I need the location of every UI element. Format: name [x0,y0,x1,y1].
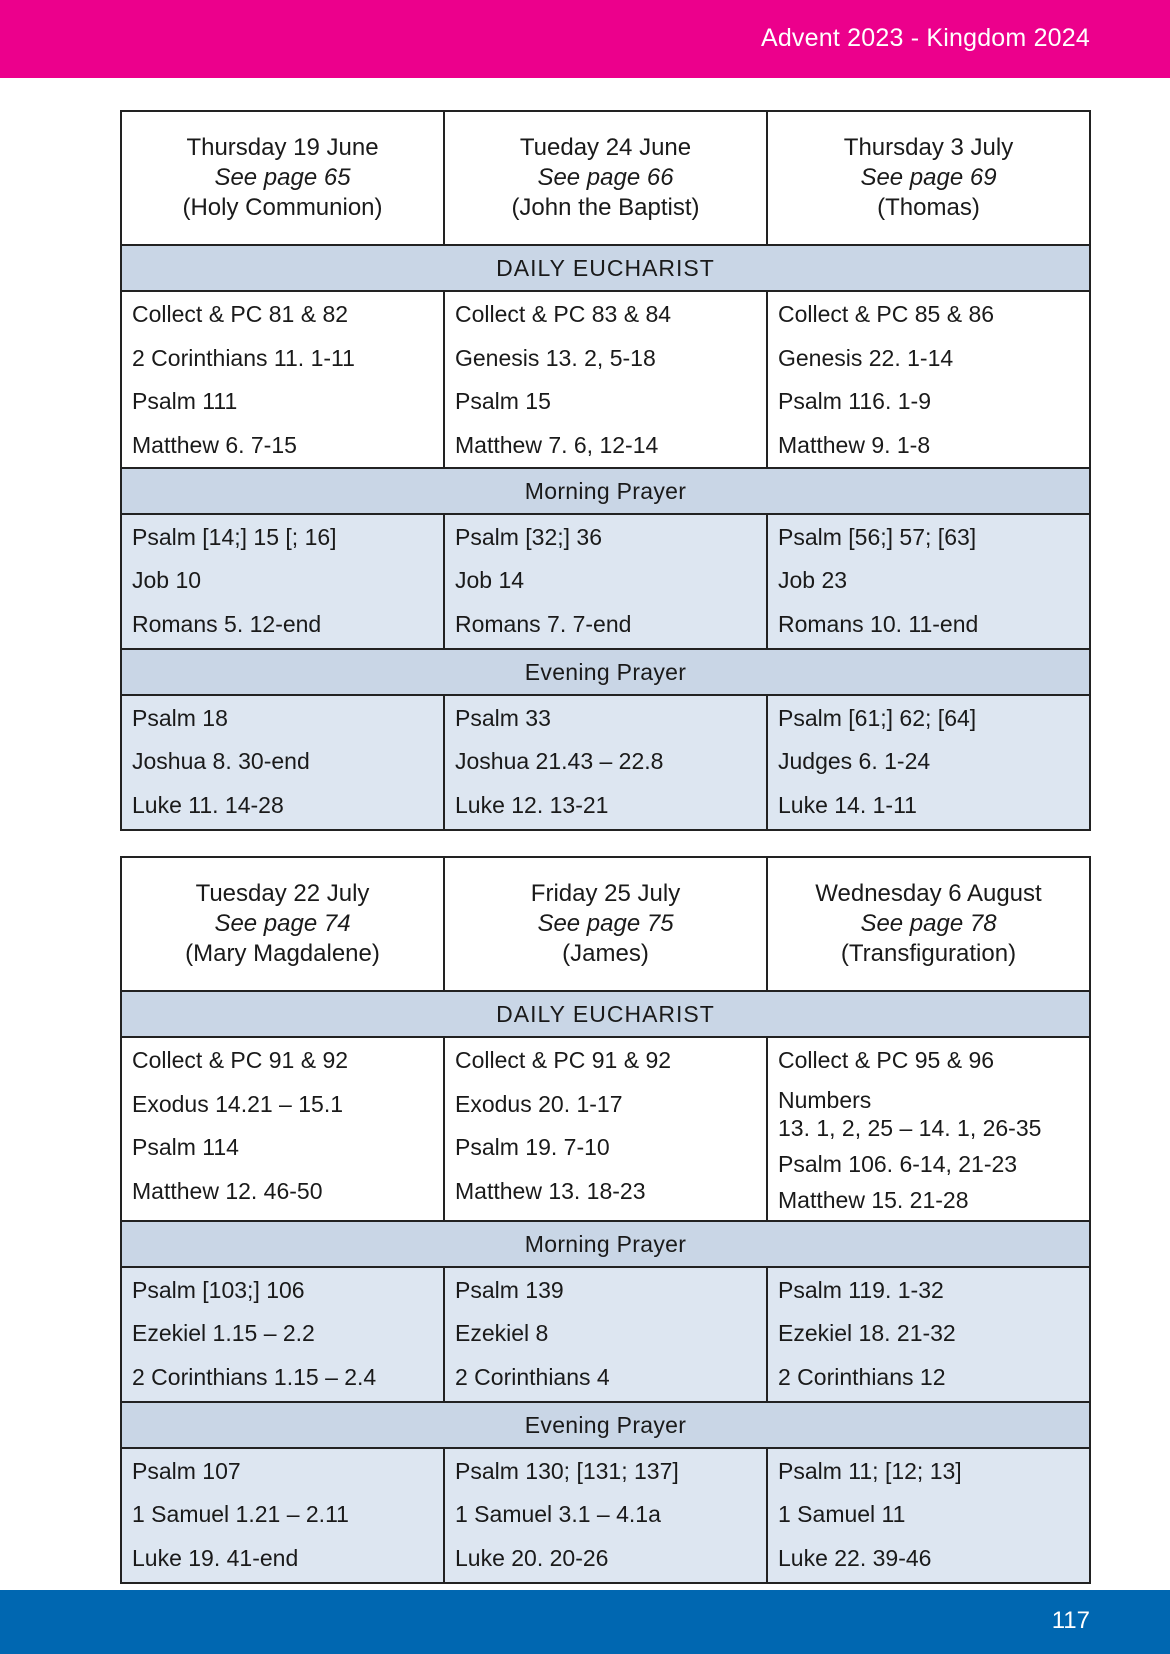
readings-cell [444,291,767,468]
day-date: Thursday 3 July [843,134,1014,161]
readings-cell [444,695,767,830]
reading: Matthew 9. 1-8 [778,431,931,458]
day-occasion: (Mary Magdalene) [185,940,380,967]
readings-cell [767,291,1090,468]
reading: Romans 5. 12-end [132,610,322,637]
readings-cell [444,1037,767,1221]
header-bar [0,0,1170,78]
reading: Psalm 130; [131; 137] [455,1457,679,1484]
day-header [767,111,1090,245]
reading: Ezekiel 18. 21-32 [778,1320,956,1346]
reading: 2 Corinthians 11. 1-11 [132,344,355,371]
evening-row [121,1448,1090,1583]
reading: Psalm 107 [132,1457,241,1484]
evening-row [121,695,1090,830]
reading: Psalm 119. 1-32 [778,1276,944,1303]
reading: Psalm [103;] 106 [132,1276,305,1303]
reading: Matthew 15. 21-28 [778,1186,969,1213]
day-header [444,111,767,245]
see-page-ref: See page 69 [860,164,997,191]
see-page-ref: See page 66 [537,164,674,191]
header-title: Advent 2023 - Kingdom 2024 [760,24,1090,52]
readings-cell [121,291,444,468]
reading: Collect & PC 81 & 82 [132,301,349,327]
reading: Collect & PC 91 & 92 [455,1047,672,1073]
reading: Psalm 33 [455,704,551,731]
day-header-row [121,111,1090,245]
reading: Luke 19. 41-end [132,1544,299,1571]
section-title-evening: Evening Prayer [121,1402,1090,1448]
reading: Genesis 13. 2, 5-18 [455,344,656,371]
reading: Genesis 22. 1-14 [778,344,954,371]
reading: Matthew 13. 18-23 [455,1177,646,1204]
reading: Collect & PC 91 & 92 [132,1047,349,1073]
day-header-row [121,857,1090,991]
day-occasion: (James) [562,940,649,967]
reading: 13. 1, 2, 25 – 14. 1, 26-35 [778,1114,1042,1141]
reading: Exodus 20. 1-17 [455,1090,623,1117]
lectionary-table-2 [120,856,1091,1584]
see-page-ref: See page 78 [860,910,997,937]
reading: Psalm [14;] 15 [; 16] [132,523,337,550]
reading: Job 23 [778,567,848,593]
morning-row [121,514,1090,649]
reading: Matthew 12. 46-50 [132,1177,323,1204]
readings-cell [121,695,444,830]
readings-cell [121,514,444,649]
see-page-ref: See page 65 [214,164,351,191]
section-band [121,468,1090,514]
reading: Numbers [778,1086,872,1113]
day-date: Wednesday 6 August [815,880,1042,907]
reading: Matthew 7. 6, 12-14 [455,431,659,458]
reading: 1 Samuel 11 [778,1501,906,1527]
reading: Luke 22. 39-46 [778,1544,932,1571]
day-occasion: (John the Baptist) [511,194,700,221]
reading: Psalm 19. 7-10 [455,1134,610,1160]
day-header [767,857,1090,991]
lectionary-table-1 [120,110,1091,831]
day-occasion: (Thomas) [877,194,980,221]
section-band [121,1402,1090,1448]
readings-cell [121,1267,444,1402]
day-header [121,857,444,991]
reading: Judges 6. 1-24 [778,748,931,774]
reading: Psalm 139 [455,1276,564,1303]
section-band [121,649,1090,695]
section-band [121,245,1090,291]
eucharist-row [121,291,1090,468]
reading: Psalm 114 [132,1134,239,1160]
reading: Luke 12. 13-21 [455,791,609,818]
readings-cell [767,695,1090,830]
section-title-morning: Morning Prayer [121,1221,1090,1267]
day-date: Thursday 19 June [186,134,379,161]
reading: Romans 7. 7-end [455,610,632,637]
reading: 1 Samuel 3.1 – 4.1a [455,1501,661,1527]
reading: Psalm [56;] 57; [63] [778,523,977,550]
eucharist-row [121,1037,1090,1221]
see-page-ref: See page 74 [214,910,351,937]
section-title-evening: Evening Prayer [121,649,1090,695]
section-title-eucharist: DAILY EUCHARIST [121,245,1090,291]
footer-bar [0,1590,1170,1654]
morning-row [121,1267,1090,1402]
section-title-eucharist: DAILY EUCHARIST [121,991,1090,1037]
reading: Ezekiel 1.15 – 2.2 [132,1320,315,1346]
page-number: 117 [1051,1607,1090,1634]
reading: Romans 10. 11-end [778,610,979,637]
readings-cell [767,514,1090,649]
reading: Psalm [61;] 62; [64] [778,704,977,731]
day-date: Tuesday 22 July [195,880,370,907]
reading: Luke 11. 14-28 [132,791,284,818]
see-page-ref: See page 75 [537,910,674,937]
reading: Matthew 6. 7-15 [132,431,297,458]
reading: Psalm 15 [455,388,551,414]
reading: Collect & PC 83 & 84 [455,301,672,327]
reading: Luke 20. 20-26 [455,1544,609,1571]
reading: Psalm [32;] 36 [455,523,603,550]
reading: Job 14 [455,567,525,593]
reading: Psalm 11; [12; 13] [778,1457,962,1484]
readings-cell [121,1448,444,1583]
reading: Psalm 116. 1-9 [778,388,931,414]
reading: Psalm 111 [132,388,238,414]
day-header [121,111,444,245]
section-band [121,991,1090,1037]
readings-cell [444,1267,767,1402]
readings-cell [767,1448,1090,1583]
reading: Job 10 [132,567,202,593]
readings-cell [767,1037,1090,1221]
readings-cell [767,1267,1090,1402]
reading: Collect & PC 85 & 86 [778,301,995,327]
reading: Joshua 8. 30-end [132,748,310,774]
reading: Luke 14. 1-11 [778,791,917,818]
reading: Ezekiel 8 [455,1320,549,1346]
day-date: Friday 25 July [530,880,681,907]
reading: 2 Corinthians 1.15 – 2.4 [132,1363,377,1390]
reading: Exodus 14.21 – 15.1 [132,1090,343,1117]
day-date: Tueday 24 June [519,134,692,161]
reading: Collect & PC 95 & 96 [778,1047,995,1073]
reading: Psalm 106. 6-14, 21-23 [778,1150,1018,1177]
day-header [444,857,767,991]
readings-cell [444,514,767,649]
readings-cell [121,1037,444,1221]
reading: Joshua 21.43 – 22.8 [455,748,664,774]
reading: 2 Corinthians 12 [778,1363,946,1390]
readings-cell [444,1448,767,1583]
section-band [121,1221,1090,1267]
day-occasion: (Transfiguration) [840,940,1017,967]
day-occasion: (Holy Communion) [182,194,383,221]
reading: 2 Corinthians 4 [455,1363,610,1390]
section-title-morning: Morning Prayer [121,468,1090,514]
reading: Psalm 18 [132,704,228,731]
reading: 1 Samuel 1.21 – 2.11 [132,1501,349,1527]
